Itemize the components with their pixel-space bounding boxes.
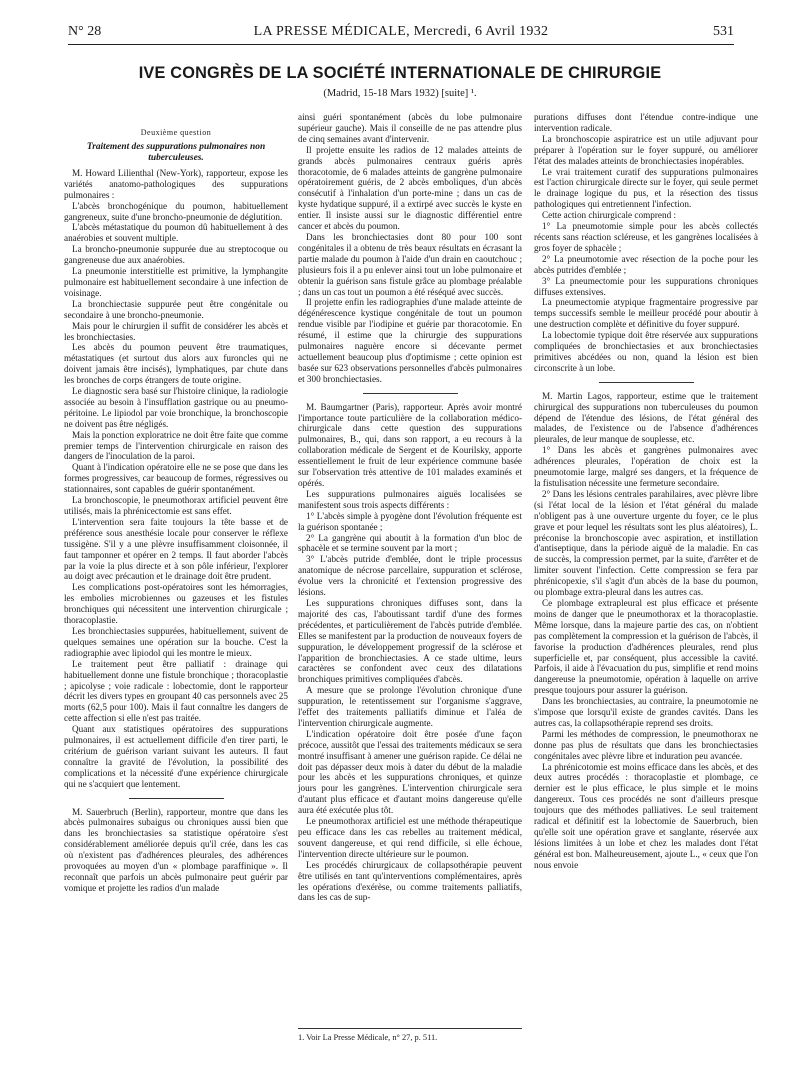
paragraph: A mesure que se prolonge l'évolution chronique d'une suppuration, le retentissement sur l'organisme s'aggrave, l'effet des traitements palliatifs diminue et l'aléa de l'intervention chirurgicale augmente. [298,685,522,728]
paragraph: Les complications post-opératoires sont les hémorragies, les embolies microbiennes ou gazeuses et les fistules bronchiques qui nécessitent une intervention chirurgicale ; thoracoplastie. [64,582,288,626]
paragraph: 1° La pneumotomie simple pour les abcès collectés récents sans réaction scléreuse, et les gangrènes localisées à gros foyer de sphacèle ; [534,221,758,253]
paragraph: Les suppurations chroniques diffuses sont, dans la majorité des cas, l'aboutissant tardif d'une des formes précédentes, et particulièrement de l'abcès putride d'emblée. Elles se manifestent par la production de nouveaux foyers de suppuration, le développement progressif de la sclérose et l'apparition de bronchiectasies. A ce stade ultime, leurs caractères se confondent avec ceux des dilatations bronchiques primitives compliquées d'abcès. [298,597,522,685]
paragraph: ainsi guéri spontanément (abcès du lobe pulmonaire supérieur gauche). Mais il conseille de ne pas attendre plus de cinq semaines avant d'intervenir. [298,112,522,144]
paragraph: Ce plombage extrapleural est plus efficace et présente moins de danger que le pneumothorax et la thoracoplastie. Même lorsque, dans la majeure partie des cas, on n'obtient pas complètement la compression et la guérison de l'abcès, il favorise la production d'adhérences pleurales, rend plus superficielle et, par conséquent, plus accessible la cavité. Parfois, il aide à l'évacuation du pus, simplifie et rend moins dangereuse la pneumotomie, opération à laquelle on arrive presque toujours pour assurer la guérison. [534,597,758,696]
paragraph: 2° Dans les lésions centrales parahilaires, avec plèvre libre (si l'état local de la lésion et l'état général du malade n'obligent pas à une ouverture urgente du foyer, ce le plus grave et pour lequel les résultats sont les plus aléatoires), L. préconise la bronchoscopie avec aspiration, et instillation d'antiseptique, dans la période aiguë de la maladie. En cas de succès, la compression permet, par la suite, d'arrêter et de limiter souvent l'infection. Cette compression se fera par phrénicopexie, s'il s'agit d'un abcès de la base du poumon, ou plombage extra-pleural dans les autres cas. [534,488,758,598]
question-label: Deuxième question [140,128,212,137]
paragraph: Mais pour le chirurgien il suffit de considérer les abcès et les bronchiectasies. [64,320,288,342]
paragraph: Le pneumothorax artificiel est une méthode thérapeutique peu efficace dans les cas rebelles au traitement médical, souvent dangereuse, et qui rend difficile, si elle échoue, l'intervention directe ultérieure sur le poumon. [298,816,522,859]
paragraph: La bronchoscopie, le pneumothorax artificiel peuvent être utilisés, mais la phrénicectomie est sans effet. [64,495,288,516]
paragraph: Il projette ensuite les radios de 12 malades atteints de grands abcès pulmonaires centraux guéris après thoracotomie, de 6 malades atteints de gangrène pulmonaire opératoirement guéris, de 2 abcès emboliques, d'un abcès consécutif à l'inhalation d'un porte-mine ; dans un cas de kyste hydatique suppuré, il a extirpé avec succès le kyste en entier. Il insiste aussi sur le diagnostic différentiel entre cancer et abcès du poumon. [298,144,522,232]
paragraph: Les suppurations pulmonaires aiguës localisées se manifestent sous trois aspects différents : [298,488,522,510]
paragraph: Les bronchiectasies suppurées, habituellement, suivent de quelques semaines une opération sur la bouche. C'est la radiographie avec lipiodol qui les montre le mieux. [64,625,288,658]
paragraph: 3° La pneumectomie pour les suppurations chroniques diffuses extensives. [534,275,758,297]
paragraph: Cette action chirurgicale comprend : [542,210,677,221]
running-header [68,24,734,45]
paragraph: La phrénicotomie est moins efficace dans les abcès, et des deux autres procédés : thoracoplastie et plombage, ce dernier est le plus efficace, le plus simple et le moins dangereux. Tous ces procédés ne sont d'ailleurs presque toujours que des méthodes palliatives. Le seul traitement radical et définitif est la lobectomie de Sauerbruch, bien qu'elle soit une opération grave et sanglante, réservée aux lésions limitées à un lobe et chez les malades dont l'état général est bon. Malheureusement, ajoute L., « ceux que l'on nous envoie [534,761,758,870]
paragraph: Le traitement peut être palliatif : drainage qui habituellement donne une fistule bronchique ; thoracoplastie ; apicolyse ; voie radicale : lobectomie, dont le rapporteur décrit les divers types en groupant 40 cas personnels avec 25 morts (62,5 pour 100). Mais il faut connaître les dangers de cette affection si elle n'est pas traitée. [64,658,288,724]
paragraph: Parmi les méthodes de compression, le pneumothorax ne donne pas plus de résultats que dans les bronchiectasies congénitales avec plèvre libre et induration peu avancée. [534,728,758,761]
paragraph: La broncho-pneumonie suppurée due au streptocoque ou gangreneuse due aux anaérobies. [64,244,288,266]
paragraph: 1° Dans les abcès et gangrènes pulmonaires avec adhérences pleurales, l'opération de choix est la pneumotomie large, malgré ses dangers, et la fréquence de la fistulisation nécessite une fermeture secondaire. [534,445,758,488]
paragraph: Quant aux statistiques opératoires des suppurations pulmonaires, il est actuellement difficile d'en tirer parti, le critérium de guérison variant suivant les auteurs. Il faut connaître la gravité de l'évolution, la possibilité des complications et la nécessité d'une expérience chirurgicale qui ne s'acquiert que lentement. [64,724,288,789]
article-title: IVE CONGRÈS DE LA SOCIÉTÉ INTERNATIONALE DE CHIRURGIE [138,64,662,82]
paragraph: La pneumonie interstitielle est primitive, la lymphangite pulmonaire est habituellement secondaire à une infection de voisinage. [64,266,288,298]
paragraph: L'intervention sera faite toujours la tête basse et de préférence sous anesthésie locale pour conserver le réflexe tussigène. S'il y a une plèvre insuffisamment cloisonnée, il faut tamponner et opérer en 2 temps. Il faut aborder l'abcès par la voie la plus directe et à son pôle inférieur, l'explorer au doigt avec précaution et le drainage doit être prudent. [64,516,288,582]
paragraph: M. Martin Lagos, rapporteur, estime que le traitement chirurgical des suppurations non tuberculeuses du poumon dépend de l'étendue des lésions, de l'état général des malades, de l'existence ou de l'absence d'adhérences pleurales, de leur manque de souplesse, etc. [534,390,758,445]
paragraph: M. Howard Lilienthal (New-York), rapporteur, expose les variétés anatomo-pathologiques des suppurations pulmonaires : [64,167,288,200]
paragraph: Le diagnostic sera basé sur l'histoire clinique, la radiologie associée au besoin à l'insufflation gastrique ou au pneumo-péritoine. Le lipiodol par voie bronchique, la bronchoscopie ne doivent pas être négligés. [64,386,288,429]
column-1 [64,120,288,894]
paragraph: La lobectomie typique doit être réservée aux suppurations compliquées de bronchiectasies et aux bronchiectasies primitives abcédées ou non, quand la lésion est bien circonscrite à un lobe. [534,330,758,373]
paragraph: purations diffuses dont l'étendue contre-indique une intervention radicale. [534,112,758,133]
paragraph: La pneumectomie atypique fragmentaire progressive par temps successifs semble le meilleur procédé pour aboutir à une destruction complète et définitive du foyer suppuré. [534,297,758,330]
paragraph: Les procédés chirurgicaux de collapsothérapie peuvent être utilisés en tant qu'interventions complémentaires, après les opérations d'exérèse, ou comme traitements palliatifs, dans les cas de sup- [298,859,522,903]
paragraph: M. Baumgartner (Paris), rapporteur. Après avoir montré l'importance toute particulière de la collaboration médico-chirurgicale dans cette question des suppurations pulmonaires, B., qui, dans son rapport, a eu recours à la collaboration médicale de Sergent et de Kourilsky, apporte essentiellement le fruit de leur expérience commune basée sur l'observation très attentive de 101 malades examinés et opérés. [298,401,522,488]
paragraph: 3° L'abcès putride d'emblée, dont le triple processus anatomique de nécrose parcellaire, suppuration et sclérose, évolue vers la chronicité et l'extension progressive des lésions. [298,554,522,598]
paragraph: Dans les bronchiectasies, au contraire, la pneumotomie ne s'impose que lorsqu'il existe de grandes cavités. Dans les autres cas, la collapsothérapie reprend ses droits. [534,696,758,728]
paragraph: Les abcès du poumon peuvent être traumatiques, métastatiques (et surtout dus alors aux furoncles qui ne doivent jamais être incisés), lymphatiques, par chute dans les bronches de corps étrangers de toute origine. [64,342,288,386]
paragraph: 2° La gangrène qui aboutit à la formation d'un bloc de sphacèle et se termine souvent par la mort ; [298,532,522,554]
paragraph: L'abcès bronchogénique du poumon, habituellement gangreneux, suite d'une broncho-pneumonie de déglutition. [64,200,288,222]
paragraph: Quant à l'indication opératoire elle ne se pose que dans les formes progressives, car beaucoup de formes, régressives ou stationnaires, sont capables de guérir spontanément. [64,462,288,495]
paragraph: La bronchiectasie suppurée peut être congénitale ou secondaire à une broncho-pneumonie. [64,298,288,320]
page-number: 531 [713,24,734,39]
paragraph: M. Sauerbruch (Berlin), rapporteur, montre que dans les abcès pulmonaires subaigus ou chroniques aussi bien que dans les bronchiectasies sa statistique opératoire s'est considérablement améliorée depuis qu'il crée, dans les cas où n'existent pas d'adhérences pleurales, des adhérences provoquées au moyen d'un « plombage paraffinique ». Il reconnaît que parfois un abcès pulmonaire peut guérir par vomique et projette les radios d'un malade [64,806,288,893]
paragraph: Le vrai traitement curatif des suppurations pulmonaires est l'action chirurgicale directe sur le foyer, qui seule permet le drainage logique du pus, et la résection des tissus pathologiques qui entretiennent l'infection. [534,166,758,210]
section-divider [129,798,224,799]
footnote: 1. Voir La Presse Médicale, n° 27, p. 511. [298,1028,522,1042]
paragraph: Dans les bronchiectasies dont 80 pour 100 sont congénitales il a obtenu de très beaux résultats en écrasant la partie malade du poumon à l'aide d'un drain en caoutchouc ; plusieurs fois il a pu enlever ainsi tout un lobe pulmonaire et obtenir la guérison sans fistule grâce au plombage préalable ; dans un cas tout un poumon a été réséqué avec succès. [298,231,522,297]
article-subtitle: (Madrid, 15-18 Mars 1932) [suite] ¹. [323,88,477,99]
paragraph: 2° La pneumotomie avec résection de la poche pour les abcès putrides d'emblée ; [534,253,758,275]
paragraph: Il projette enfin les radiographies d'une malade atteinte de dégénérescence kystique congénitale de tout un poumon rendue visible par l'iodipine et guérie par thoracotomie. En résumé, il estime que la chirurgie des suppurations pulmonaires naguère encore si décevante permet actuellement beaucoup plus d'optimisme ; cette opinion est basée sur 623 observations personnelles d'abcès pulmonaires et 300 bronchiectasies. [298,297,522,384]
column-3 [534,112,758,871]
question-title: Traitement des suppurations pulmonaires non tuberculeuses. [86,141,266,163]
paragraph: La bronchoscopie aspiratrice est un utile adjuvant pour préparer à l'opération sur le foyer suppuré, ou améliorer l'état des malades atteints de bronchiectasies inopérables. [534,133,758,166]
paragraph: L'abcès métastatique du poumon dû habituellement à des anaérobies et souvent multiple. [64,222,288,244]
paragraph: L'indication opératoire doit être posée d'une façon précoce, aussitôt que l'essai des traitements médicaux se sera montré insuffisant à amener une guérison rapide. Ce délai ne doit pas dépasser deux mois à dater du début de la maladie pour les abcès et les suppurations chroniques, et quinze jours pour les gangrènes. L'intervention chirurgicale sera d'autant plus efficace et d'autant moins dangereuse qu'elle aura été exécutée plus tôt. [298,728,522,816]
column-2 [298,112,522,903]
paragraph: Mais la ponction exploratrice ne doit être faite que comme premier temps de l'intervention chirurgicale en raison des dangers de l'inoculation de la paroi. [64,429,288,462]
issue-number: N° 28 [68,24,102,39]
section-divider [599,382,694,383]
paragraph: 1° L'abcès simple à pyogène dont l'évolution fréquente est la guérison spontanée ; [298,510,522,532]
journal-title: LA PRESSE MÉDICALE, Mercredi, 6 Avril 1932 [253,24,549,39]
section-divider [363,393,458,394]
